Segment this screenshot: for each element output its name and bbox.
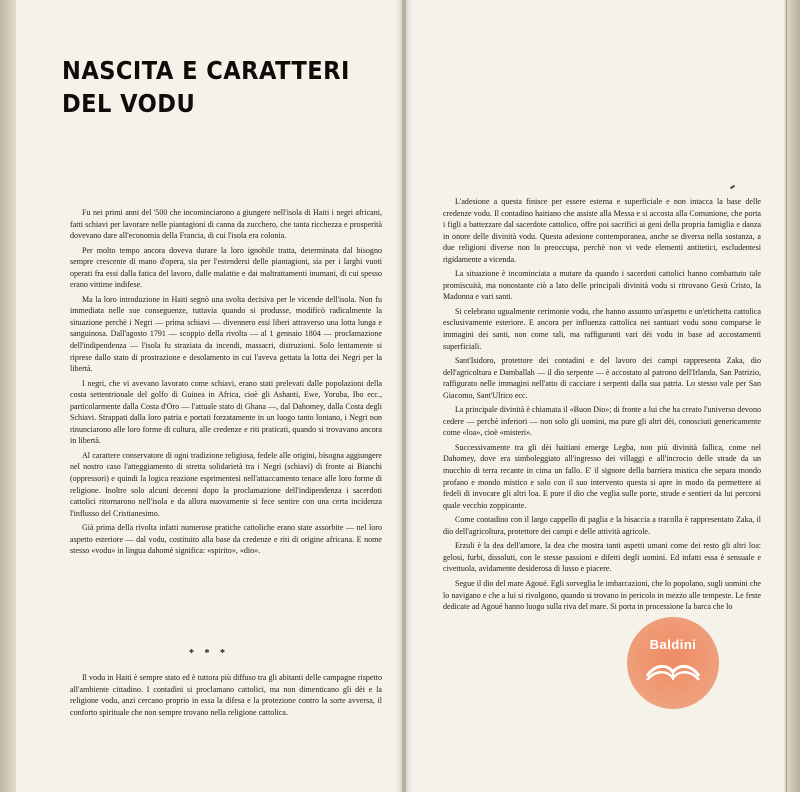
paragraph: Si celebrano ugualmente cerimonie vodu, che hanno assunto un'aspetto e un'etichetta cattolica esclusivamente esteriore. E ancora per influenza cattolica nei santuari vodu sono comparse le immagini dei santi, non come tali, ma raffiguranti vari dèi vodu in base ad accostamenti superficiali. [443, 306, 761, 351]
paragraph: Successivamente tra gli dèi haitiani emerge Legba, non più divinità fallica, come nel Dahomey, dove era simboleggiato all'ingresso dei villaggi e all'incrocio delle strade da un mucchio di terra recante in cima un fallo. E' il signore della barriera mistica che separa mondo profano e mondo mistico e solo con il suo intervento questa si apre in modo da permettere ai fedeli di invocare gli altri loa. E pure il dio che veglia sulle porte, strade e sentieri da lui percorsi quale vecchio zoppicante. [443, 442, 761, 510]
baldini-watermark [627, 617, 719, 709]
paragraph: Erzuli è la dea dell'amore, la dea che mostra tanti aspetti umani come dei resto gli altri loa: gelosi, furbi, dissoluti, con le stesse passioni e difetti degli uomini. Ed infatti essa è sensuale e civettuola, avidamente desiderosa di lusso e piacere. [443, 541, 761, 574]
paragraph: La situazione è incominciata a mutare da quando i sacerdoti cattolici hanno combattuto tale promiscuità, ma nonostante ciò a lato delle principali divinità vodu si ritrovano Gesù Cristo, la Madonna e vari santi. [443, 269, 761, 302]
paragraph: Già prima della rivolta infatti numerose pratiche cattoliche erano state assorbite — nel loro aspetto esteriore — dal vodu, costituito alla base da credenze e riti di origine africana. E nome stesso «vodu» in lingua dahomè significa: «spirito», «dio». [70, 523, 382, 556]
right-page [406, 0, 784, 792]
book-edge-left [0, 0, 16, 792]
left-page [16, 0, 402, 792]
paragraph: L'adesione a questa finisce per essere esterna e superficiale e non intacca la base delle credenze vodu. Il contadino haitiano che assiste alla Messa e si accosta alla Comunione, che porta i figli a battezzare dal sacerdote cattolico, offre poi sacrifici ai geni della propria famiglia e danza in onore delle divinità vodu. Questa adesione contemporanea, anche se diversa nella sostanza, a due religioni diverse non lo preoccupa, perchè non vi vede elementi antitetici, escludentesi rigidamente a vicenda. [443, 197, 761, 264]
left-column-text [70, 207, 382, 560]
paragraph: Sant'Isidoro, protettore dei contadini e del lavoro dei campi rappresenta Zaka, dio dell'agricoltura e Damballah — il dio serpente — è accostato al patrono dell'Irlanda, San Patrizio, raffigurato nelle immagini nell'atto di cacciare i serpenti dalla sua patria. Lo stesso vale per San Giacomo, Sant'Ulrico ecc. [443, 356, 761, 400]
paragraph: La principale divinità è chiamata il «Buon Dio»; di fronte a lui che ha creato l'universo devono cedere — perchè inferiori — non solo gli uomini, ma pure gli altri dèi, conosciuti genericamente come «loa», cioè «misteri». [443, 405, 761, 438]
open-book-icon [643, 656, 703, 682]
paragraph: I negri, che vi avevano lavorato come schiavi, erano stati prelevati dalle popolazioni della costa settentrionale del golfo di Guinea in Africa, cioè gli Ashanti, Ewe, Yoruba, Ibo ecc., particolarmente dalla Costa d'Oro — l'attuale stato di Ghana —, dal Dahomey, dalla Costa degli Schiavi. Strappati dalla loro patria e portati forzatamente in un luogo tanto lontano, i Negri non rinunciarono alle loro forme di cultura, alle credenze e riti praticati, quando si trovavano ancora in libertà. [70, 378, 382, 446]
paragraph: Il vodu in Haiti è sempre stato ed è tuttora più diffuso tra gli abitanti delle campagne rispetto all'ambiente cittadino. I contadini si proclamano cattolici, ma non dimenticano gli dèi e la religione vodu, anzi cercano proprio in essa la difesa e la protezione contro la sorte avversa, il conforto spirituale che non sempre trovano nella religione cattolica. [70, 673, 382, 717]
paragraph: Ma la loro introduzione in Haiti segnò una svolta decisiva per le vicende dell'isola. Non fu immediata nelle sue conseguenze, tuttavia quando si produsse, modificò radicalmente la situazione perchè i Negri — prima schiavi — divennero essi liberi attraverso una lotta lunga e sanguinosa. Dall'agosto 1791 — scoppio della rivolta — al 1 gennaio 1804 — proclamazione dell'indipendenza — l'isola fu straziata da incendi, massacri, distruzioni. Solo lentamente si riprese dallo stato di prostrazione e desolamento in cui l'aveva gettata la lotta dei Negri per la libertà. [70, 294, 382, 374]
chapter-title [62, 54, 356, 120]
section-separator: * * * [189, 648, 229, 659]
page-edge-line [786, 0, 787, 792]
paragraph: Segue il dio del mare Agoué. Egli sorveglia le imbarcazioni, che lo popolano, sugli uomini che lo navigano e che a lui si rivolgono, quando si trovano in pericolo in mezzo alle tempeste. Le feste dedicate ad Agoué hanno luogo sulla riva del mare. Si porta in processione la barca che lo [443, 578, 761, 612]
paragraph: Al carattere conservatore di ogni tradizione religiosa, fedele alle origini, bisogna aggiungere nel nostro caso l'atteggiamento di stretta solidarietà tra i Negri (schiavi) di fronte ai Bianchi (oppressori) e quindi la logica reazione esprimentesi nell'attaccamento tenace alle loro forme di religione. Inoltre solo alcuni decenni dopo la proclamazione dell'indipendenza i sacerdoti cattolici ritornarono nell'isola e da allora nuovamente si fece sentire con una certa incidenza l'influsso del Cristianesimo. [70, 450, 382, 518]
paragraph: Per molto tempo ancora doveva durare la loro ignobile tratta, determinata dal bisogno sempre crescente di mano d'opera, sia per l'estendersi delle piantagioni, sia per i larghi vuoti operati fra essi dalla fatica del lavoro, dalle malattie e dai maltrattamenti inumani, di cui spesso erano vittime indifese. [70, 245, 382, 290]
paragraph: Come contadino con il largo cappello di paglia e la bisaccia a tracolla è rappresentato Zaka, il dio dell'agricoltura, protettore dei campi e delle attività agricole. [443, 515, 761, 536]
left-closing-text [70, 672, 382, 721]
paragraph: Fu nei primi anni del '500 che incominciarono a giungere nell'isola di Haiti i negri africani, fatti schiavi per lavorare nelle piantagioni di canna da zucchero, che tanta ricchezza e prosperità dovevano dare all'economia della Francia, di cui l'isola era colonia. [70, 208, 382, 241]
right-column-text [443, 196, 761, 616]
watermark-text: Baldini [649, 636, 697, 652]
chapter-title-line-2: DEL VODU [62, 89, 196, 118]
chapter-title-line-1: NASCITA E CARATTERI [62, 56, 350, 85]
ink-mark [730, 185, 735, 190]
